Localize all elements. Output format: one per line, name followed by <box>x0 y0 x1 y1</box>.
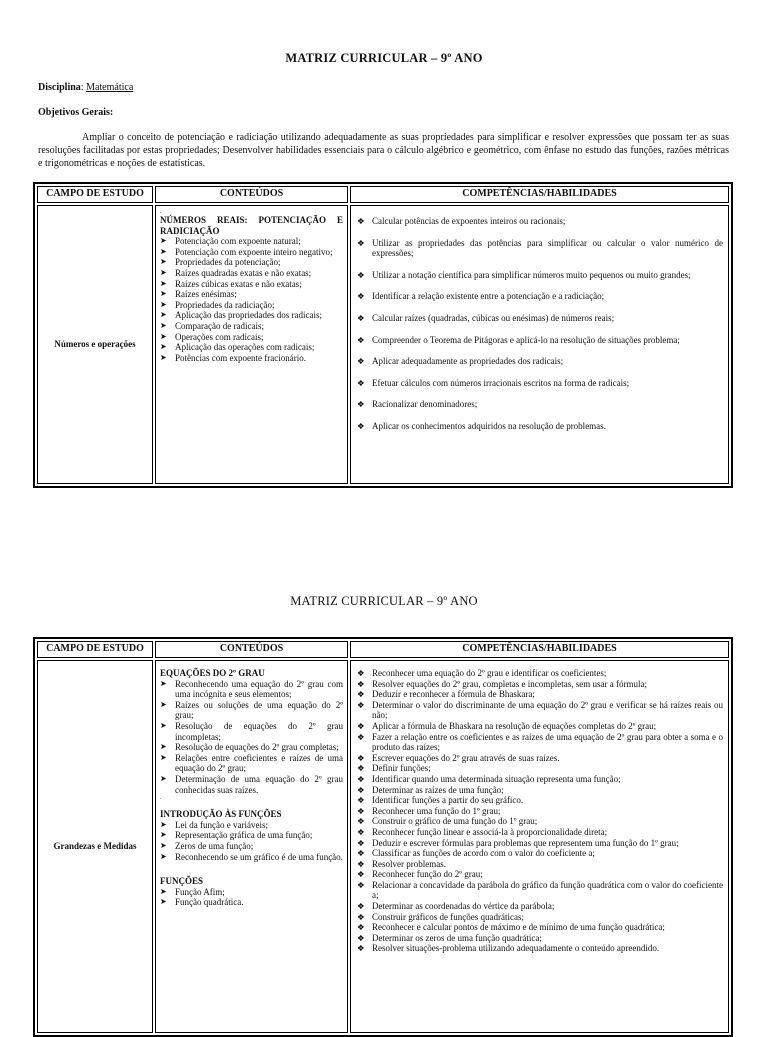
bullet-icon: ❖ <box>357 699 365 710</box>
list-item-text: Compreender o Teorema de Pitágoras e aplicá-lo na resolução de situações problema; <box>372 334 680 345</box>
list-item-text: Identificar a relação existente entre a potenciação e a radiciação; <box>372 291 605 302</box>
list-item <box>356 335 723 346</box>
bullet-icon: ❖ <box>357 668 365 678</box>
bullet-icon: ❖ <box>357 848 365 859</box>
bullet-icon: ➤ <box>160 699 167 709</box>
list-item-text: Calcular raízes (quadradas, cúbicas ou enésimas) de números reais; <box>372 312 615 323</box>
list-item-text: Relações entre coeficientes e raízes de uma equação do 2º grau; <box>175 752 343 774</box>
bullet-icon: ➤ <box>160 819 167 829</box>
list-item <box>160 268 343 279</box>
list-item <box>356 732 723 753</box>
list-item <box>356 880 723 901</box>
list-item <box>356 943 723 954</box>
competencias-list <box>356 668 723 954</box>
list-item-text: Aplicação das propriedades dos radicais; <box>175 310 322 321</box>
list-item-text: Reconhecer uma equação do 2º grau e identificar os coeficientes; <box>372 668 607 678</box>
list-item-text: Escrever equações do 2º grau através de suas raízes. <box>372 752 560 763</box>
list-item <box>356 922 723 933</box>
list-item <box>160 830 343 841</box>
bullet-icon: ❖ <box>357 879 365 890</box>
bullet-icon: ➤ <box>160 897 167 907</box>
list-item-text: Determinar os zeros de uma função quadrática; <box>372 932 542 943</box>
list-item <box>356 679 723 690</box>
list-item <box>160 257 343 268</box>
competencias-cell <box>350 205 729 484</box>
list-item-text: Função quadrática. <box>175 897 244 908</box>
list-item-text: Utilizar as propriedades das potências para simplificar ou calcular o valor numérico de expressões; <box>372 237 723 259</box>
bullet-icon: ❖ <box>357 269 365 280</box>
list-item-text: Aplicar a fórmula de Bhaskara na resolução de equações completas do 2º grau; <box>372 720 657 731</box>
list-item-text: Raízes cúbicas exatas e não exatas; <box>175 278 302 289</box>
list-item-text: Aplicar adequadamente as propriedades dos radicais; <box>372 356 564 367</box>
list-item-text: Resolver equações do 2º grau, completas e incompletas, sem usar a fórmula; <box>372 678 647 689</box>
list-item <box>160 236 343 247</box>
list-item <box>356 816 723 827</box>
disciplina-label: Disciplina <box>38 82 81 93</box>
bullet-icon: ❖ <box>357 922 365 933</box>
list-item <box>356 753 723 764</box>
list-item <box>160 897 343 908</box>
bullet-icon: ❖ <box>357 858 365 869</box>
bullet-icon: ❖ <box>357 795 365 806</box>
list-item <box>356 912 723 923</box>
list-item-text: Raízes enésimas; <box>175 289 237 300</box>
list-item-text: Determinar as raízes de uma função; <box>372 784 504 795</box>
section-heading: EQUAÇÕES DO 2º GRAU <box>160 668 265 678</box>
list-item <box>356 399 723 410</box>
list-item-text: Potenciação com expoente inteiro negativo; <box>175 246 333 257</box>
bullet-icon: ❖ <box>357 752 365 763</box>
objetivos-heading: Objetivos Gerais: <box>38 107 114 118</box>
list-item <box>160 332 343 343</box>
header-conteudos: CONTEÚDOS <box>155 186 348 203</box>
matrix-table-2 <box>33 637 733 1037</box>
list-item-text: Reconhecendo uma equação do 2º grau com uma incógnita e seus elementos; <box>175 678 343 700</box>
list-item-text: Identificar quando uma determinada situação representa uma função; <box>372 773 621 784</box>
list-item <box>160 721 343 742</box>
bullet-icon: ➤ <box>160 267 167 277</box>
bullet-icon: ➤ <box>160 678 167 688</box>
bullet-icon: ❖ <box>357 312 365 323</box>
competencias-cell <box>350 660 729 1033</box>
list-item-text: Determinação de uma equação do 2º grau conhecidas suas raízes. <box>175 773 343 795</box>
bullet-icon: ➤ <box>160 752 167 762</box>
list-item-text: Aplicar os conhecimentos adquiridos na resolução de problemas. <box>372 420 606 431</box>
list-item <box>356 238 723 259</box>
header-competencias: COMPETÊNCIAS/HABILIDADES <box>350 641 729 658</box>
bullet-icon: ❖ <box>357 399 365 410</box>
list-item-text: Construir o gráfico de uma função do 1º grau; <box>372 816 538 827</box>
list-item <box>356 291 723 302</box>
bullet-icon: ❖ <box>357 816 365 827</box>
list-item <box>160 820 343 831</box>
matrix-table-1 <box>33 182 733 488</box>
bullet-icon: ➤ <box>160 342 167 352</box>
conteudos-list <box>160 820 343 862</box>
list-item-text: Resolução de equações do 2º grau completas; <box>175 742 339 753</box>
bullet-icon: ➤ <box>160 840 167 850</box>
bullet-icon: ❖ <box>357 805 365 816</box>
list-item-text: Reconhecendo se um gráfico é de uma função. <box>175 851 343 862</box>
list-item <box>160 321 343 332</box>
bullet-icon: ❖ <box>357 420 365 431</box>
list-item-text: Racionalizar denominadores; <box>372 399 478 410</box>
bullet-icon: ➤ <box>160 236 167 246</box>
table-header-row <box>37 186 729 203</box>
bullet-icon: ❖ <box>357 943 365 954</box>
list-item-text: Construir gráficos de funções quadráticas; <box>372 911 524 922</box>
bullet-icon: ➤ <box>160 886 167 896</box>
list-item <box>356 763 723 774</box>
bullet-icon: ❖ <box>357 826 365 837</box>
section-heading: INTRODUÇÃO ÀS FUNÇÕES <box>160 809 282 820</box>
list-item <box>160 887 343 898</box>
bullet-icon: ➤ <box>160 851 167 861</box>
list-item <box>160 774 343 795</box>
bullet-icon: ❖ <box>357 291 365 302</box>
list-item <box>356 216 723 227</box>
list-item-text: Potências com expoente fracionário. <box>175 352 306 363</box>
bullet-icon: ❖ <box>357 216 365 226</box>
bullet-icon: ➤ <box>160 830 167 840</box>
bullet-icon: ❖ <box>357 763 365 774</box>
conteudos-list <box>160 679 343 796</box>
list-item <box>356 721 723 732</box>
leading-dot: . <box>160 209 162 215</box>
bullet-icon: ➤ <box>160 720 167 730</box>
list-item-text: Zeros de uma função; <box>175 840 254 851</box>
bullet-icon: ➤ <box>160 289 167 299</box>
list-item <box>160 852 343 863</box>
header-campo: CAMPO DE ESTUDO <box>37 186 153 203</box>
list-item-text: Reconhecer e calcular pontos de máximo e de mínimo de uma função quadrática; <box>372 922 665 933</box>
bullet-icon: ➤ <box>160 352 167 362</box>
disciplina-value: Matemática <box>86 82 134 93</box>
list-item <box>356 378 723 389</box>
list-item <box>160 679 343 700</box>
list-item <box>356 689 723 700</box>
list-item-text: Determinar o valor do discriminante de uma equação do 2º grau e verificar se há raízes reais ou não; <box>372 699 723 721</box>
bullet-icon: ❖ <box>357 731 365 742</box>
list-item-text: Comparação de radicais; <box>175 320 264 331</box>
bullet-icon: ❖ <box>357 689 365 700</box>
list-item-text: Representação gráfica de uma função; <box>175 830 313 841</box>
list-item-text: Relacionar a concavidade da parábola do gráfico da função quadrática com o valor do coeficiente a; <box>372 879 723 901</box>
bullet-icon: ❖ <box>357 678 365 689</box>
bullet-icon: ❖ <box>357 869 365 880</box>
bullet-icon: ❖ <box>357 837 365 848</box>
list-item <box>160 753 343 774</box>
conteudos-list <box>160 236 343 363</box>
list-item-text: Resolver problemas. <box>372 858 446 869</box>
list-item <box>356 313 723 324</box>
table-header-row <box>37 641 729 658</box>
table-row <box>37 205 729 484</box>
bullet-icon: ❖ <box>357 356 365 367</box>
separator-dot: . <box>160 795 162 802</box>
list-item-text: Calcular potências de expoentes inteiros ou racionais; <box>372 216 566 226</box>
header-conteudos: CONTEÚDOS <box>155 641 348 658</box>
list-item-text: Fazer a relação entre os coeficientes e as raízes de uma equação de 2º grau para obter a soma e o produto das raízes; <box>372 731 723 753</box>
list-item-text: Deduzir e reconhecer a fórmula de Bhaskara; <box>372 689 535 700</box>
list-item-text: Resolução de equações do 2º grau incompletas; <box>175 720 343 742</box>
bullet-icon: ❖ <box>357 720 365 731</box>
bullet-icon: ➤ <box>160 246 167 256</box>
list-item <box>356 795 723 806</box>
bullet-icon: ❖ <box>357 773 365 784</box>
competencias-list <box>356 216 723 432</box>
bullet-icon: ➤ <box>160 742 167 752</box>
bullet-icon: ➤ <box>160 299 167 309</box>
bullet-icon: ➤ <box>160 320 167 330</box>
bullet-icon: ➤ <box>160 773 167 783</box>
list-item-text: Resolver situações-problema utilizando adequadamente o conteúdo apreendido. <box>372 943 660 954</box>
list-item-text: Função Afim; <box>175 886 225 897</box>
list-item-text: Aplicação das operações com radicais; <box>175 342 315 353</box>
list-item <box>356 933 723 944</box>
list-item <box>160 841 343 852</box>
list-item <box>356 774 723 785</box>
table-row <box>37 660 729 1033</box>
conteudos-cell <box>155 205 348 484</box>
page-title-2: MATRIZ CURRICULAR – 9º ANO <box>290 594 478 608</box>
list-item <box>160 279 343 290</box>
header-competencias: COMPETÊNCIAS/HABILIDADES <box>350 186 729 203</box>
disciplina-line <box>38 82 133 93</box>
campo-cell: Grandezas e Medidas <box>37 660 153 1033</box>
list-item-text: Reconhecer uma função do 1º grau; <box>372 805 501 816</box>
list-item <box>356 838 723 849</box>
list-item-text: Propriedades da potenciação; <box>175 257 281 268</box>
header-campo: CAMPO DE ESTUDO <box>37 641 153 658</box>
campo-cell: Números e operações <box>37 205 153 484</box>
list-item-text: Propriedades da radiciação; <box>175 299 275 310</box>
list-item <box>356 806 723 817</box>
bullet-icon: ❖ <box>357 784 365 795</box>
list-item-text: Operações com radicais; <box>175 331 264 342</box>
list-item <box>356 668 723 679</box>
section-heading: NÚMEROS REAIS: POTENCIAÇÃO E RADICIAÇÃO <box>160 215 343 236</box>
bullet-icon: ❖ <box>357 334 365 345</box>
list-item-text: Potenciação com expoente natural; <box>175 236 301 247</box>
conteudos-cell <box>155 660 348 1033</box>
list-item <box>356 421 723 432</box>
list-item <box>160 310 343 321</box>
list-item-text: Determinar as coordenadas do vértice da parábola; <box>372 901 555 912</box>
list-item-text: Lei da função e variáveis; <box>175 819 268 830</box>
list-item <box>356 270 723 281</box>
bullet-icon: ➤ <box>160 310 167 320</box>
bullet-icon: ➤ <box>160 257 167 267</box>
list-item <box>356 785 723 796</box>
objetivos-text: Ampliar o conceito de potenciação e radiciação utilizando adequadamente as suas propriedades para simplificar e resolver expressões que possam ter as suas resoluções facilitadas por estas propriedades; Desenvolver habilidades essenciais para o cálculo algébrico e geométrico, com ênfase no estudo das funções, razões métricas e trigonométricas e noções de estatísticas. <box>38 132 729 169</box>
list-item-text: Definir funções; <box>372 763 431 774</box>
bullet-icon: ❖ <box>357 911 365 922</box>
bullet-icon: ➤ <box>160 278 167 288</box>
bullet-icon: ➤ <box>160 331 167 341</box>
list-item-text: Raízes ou soluções de uma equação do 2º grau; <box>175 699 343 721</box>
section-heading: FUNÇÕES <box>160 876 204 887</box>
list-item <box>356 859 723 870</box>
disciplina-separator: : <box>80 82 87 93</box>
list-item <box>356 848 723 859</box>
list-item-text: Efetuar cálculos com números irracionais escritos na forma de radicais; <box>372 377 630 388</box>
bullet-icon: ❖ <box>357 377 365 388</box>
list-item <box>160 742 343 753</box>
list-item <box>356 869 723 880</box>
list-item <box>160 300 343 311</box>
list-item-text: Classificar as funções de acordo com o valor do coeficiente a; <box>372 848 595 859</box>
list-item <box>160 342 343 353</box>
list-item <box>356 901 723 912</box>
list-item <box>160 700 343 721</box>
list-item-text: Reconhecer função linear e associá-la à proporcionalidade direta; <box>372 826 608 837</box>
list-item <box>356 827 723 838</box>
list-item-text: Reconhecer função do 2º grau; <box>372 869 483 880</box>
list-item <box>356 356 723 367</box>
list-item-text: Deduzir e escrever fórmulas para problemas que representem uma função do 1º grau; <box>372 837 679 848</box>
list-item <box>160 353 343 364</box>
list-item <box>160 289 343 300</box>
conteudos-list <box>160 887 343 908</box>
list-item-text: Identificar funções a partir do seu gráfico. <box>372 795 524 806</box>
list-item <box>356 700 723 721</box>
bullet-icon: ❖ <box>357 237 365 248</box>
list-item-text: Raízes quadradas exatas e não exatas; <box>175 267 312 278</box>
page-title: MATRIZ CURRICULAR – 9º ANO <box>285 51 483 65</box>
bullet-icon: ❖ <box>357 932 365 943</box>
list-item-text: Utilizar a notação científica para simplificar números muito pequenos ou muito grandes; <box>372 269 691 280</box>
bullet-icon: ❖ <box>357 901 365 912</box>
list-item <box>160 247 343 258</box>
